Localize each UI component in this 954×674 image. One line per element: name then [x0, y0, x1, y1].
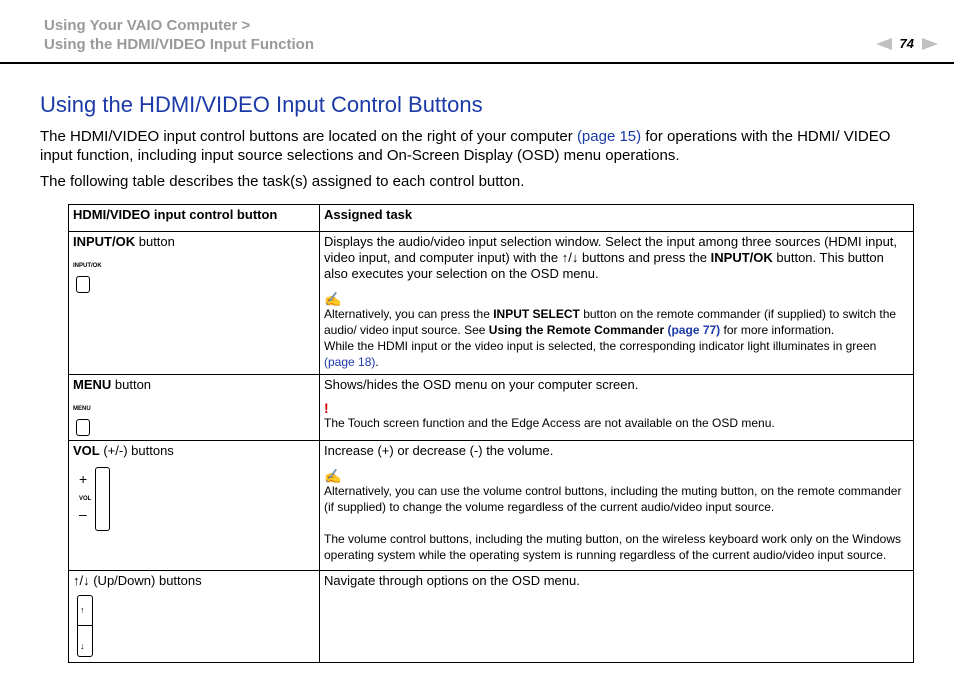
button-name: VOL — [73, 443, 100, 458]
button-cell-menu — [69, 375, 320, 441]
minus-icon: – — [79, 506, 87, 522]
menu-icon-label: MENU — [73, 406, 91, 412]
volume-buttons-icon — [73, 465, 315, 533]
button-name: INPUT/OK — [73, 234, 136, 249]
task-description — [324, 234, 909, 282]
note2-text-1: While the HDMI input or the video input is selected, the corresponding indicator light illuminates in green — [324, 339, 877, 353]
control-buttons-table — [68, 204, 914, 663]
task-cell-up-down — [320, 571, 914, 663]
menu-button-icon — [76, 419, 90, 436]
table-row — [69, 571, 914, 663]
note2-text-2: . — [375, 355, 379, 369]
button-name-suffix: button — [135, 234, 175, 249]
pencil-note-icon: ✍ — [324, 291, 342, 307]
plus-icon: + — [79, 471, 88, 487]
task-cell-input-ok — [320, 232, 914, 375]
note-bold-2: Using the Remote Commander — [488, 323, 665, 337]
table-row — [69, 232, 914, 375]
up-arrow-icon: ↑ — [80, 605, 85, 615]
pencil-note-icon: ✍ — [324, 468, 342, 484]
column-header-task: Assigned task — [320, 205, 914, 232]
header-divider — [0, 62, 954, 64]
task-bold: INPUT/OK — [710, 250, 773, 265]
page-15-link[interactable]: (page 15) — [576, 128, 642, 145]
page-number: 74 — [899, 36, 914, 51]
input-ok-icon-label: INPUT/OK — [73, 263, 102, 269]
breadcrumb-line-1[interactable]: Using Your VAIO Computer > — [44, 17, 251, 34]
task-description: Increase (+) or decrease (-) the volume. — [324, 443, 554, 458]
note-text-3: for more information. — [720, 323, 835, 337]
column-header-button: HDMI/VIDEO input control button — [69, 205, 320, 232]
page-navigation — [876, 36, 938, 51]
button-name-suffix: (+/-) buttons — [99, 443, 174, 458]
note-text-secondary — [324, 338, 909, 370]
button-name: ↑/↓ (Up/Down) buttons — [73, 573, 202, 588]
page-title: Using the HDMI/VIDEO Input Control Buttons — [40, 92, 483, 117]
task-cell-menu — [320, 375, 914, 441]
button-cell-vol — [69, 441, 320, 571]
note-text-2: button on the remote commander (if supplied) to switch the audio/ video input source. See — [324, 307, 897, 337]
table-row — [69, 441, 914, 571]
table-intro-paragraph: The following table describes the task(s) assigned to each control button. — [40, 173, 525, 190]
table-row — [69, 375, 914, 441]
task-text-3: button. This button also executes your selection on the OSD menu. — [324, 250, 884, 281]
note-text — [324, 306, 909, 338]
button-cell-input-ok — [69, 232, 320, 375]
vol-icon-label: VOL — [79, 496, 92, 502]
intro-paragraph — [40, 127, 920, 165]
button-name-suffix: button — [111, 377, 152, 392]
breadcrumb-line-2[interactable]: Using the HDMI/VIDEO Input Function — [44, 36, 314, 53]
task-text-1: Displays the audio/video input selection window. Select the input among three sources (HDMI input, video input, and computer input) with the — [324, 234, 898, 265]
intro-text-2: for operations with the HDMI/ VIDEO input function, including input source selections and On-Screen Display (OSD) menu operations. — [40, 128, 891, 164]
button-name: MENU — [73, 377, 112, 392]
task-description: Shows/hides the OSD menu on your computer screen. — [324, 377, 639, 392]
page-77-link[interactable]: (page 77) — [667, 323, 721, 337]
note-bold-1: INPUT SELECT — [493, 307, 580, 321]
next-page-arrow-icon[interactable] — [922, 38, 938, 50]
button-cell-up-down — [69, 571, 320, 663]
exclamation-icon: ! — [324, 400, 329, 416]
up-down-arrows-icon: ↑/↓ — [561, 250, 579, 265]
breadcrumb — [44, 16, 314, 54]
input-ok-button-icon — [76, 276, 90, 293]
intro-text-1: The HDMI/VIDEO input control buttons are located on the right of your computer — [40, 128, 577, 145]
prev-page-arrow-icon[interactable] — [876, 38, 892, 50]
task-text-2: buttons and press the — [578, 250, 711, 265]
note-text-secondary: The volume control buttons, including the muting button, on the wireless keyboard work only on the Windows operating system while the operating system is running regardless of the current audio/video input source. — [324, 532, 901, 562]
note-text-1: Alternatively, you can press the — [324, 307, 494, 321]
page-18-link[interactable]: (page 18) — [324, 355, 376, 369]
warning-text: The Touch screen function and the Edge Access are not available on the OSD menu. — [324, 416, 775, 430]
table-header-row — [69, 205, 914, 232]
divider — [78, 625, 92, 626]
volume-rocker-icon — [95, 467, 110, 531]
note-text: Alternatively, you can use the volume control buttons, including the muting button, on the remote commander (if supplied) to change the volume regardless of the current audio/video input source. — [324, 484, 902, 514]
task-description: Navigate through options on the OSD menu. — [324, 573, 580, 588]
task-cell-vol — [320, 441, 914, 571]
up-down-buttons-icon — [77, 595, 93, 657]
down-arrow-icon: ↓ — [80, 641, 85, 651]
